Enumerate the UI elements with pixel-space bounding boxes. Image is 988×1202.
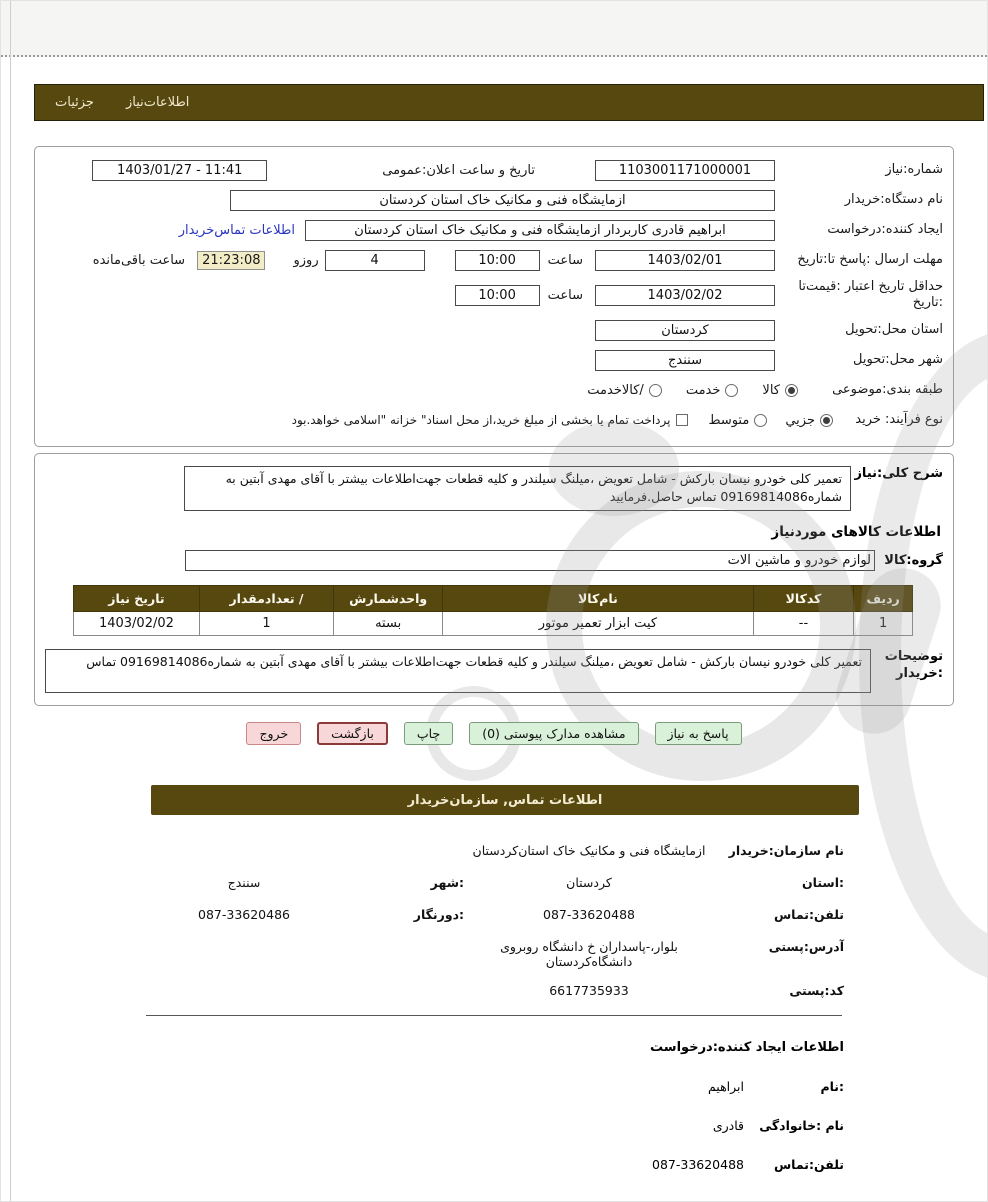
- creator-phone-value: 087-33620488: [652, 1157, 744, 1172]
- option-treasury: [292, 413, 689, 427]
- contact-fax-label: :دورنگار: [413, 907, 464, 922]
- cell-quantity: 1: [199, 612, 333, 636]
- first-name-label: :نام: [820, 1079, 844, 1094]
- subject-classification-label: طبقه بندی:موضوعی: [832, 382, 943, 398]
- hours-remaining-label: ساعت باقی‌مانده: [92, 252, 186, 268]
- goods-radio[interactable]: [785, 384, 798, 397]
- last-name-value: قادری: [712, 1118, 744, 1133]
- service-radio-label: خدمت: [685, 383, 721, 398]
- header-tab-bar: [34, 84, 984, 121]
- days-label: روزو: [293, 252, 319, 268]
- validity-time-input[interactable]: [455, 285, 540, 306]
- cell-item-code: --: [753, 612, 854, 636]
- deadline-time-input[interactable]: [455, 250, 540, 271]
- row-goods-group: [45, 550, 943, 571]
- contact-province-label: :استان: [801, 875, 844, 890]
- creator-info: [1, 1055, 987, 1172]
- buyer-org-label: نام دستگاه:خریدار: [844, 191, 943, 207]
- buyer-contact-section-title: اطلاعات تماس, سازمان‌خریدار: [407, 792, 603, 808]
- validity-hour-label: ساعت: [547, 287, 583, 303]
- answer-need-button[interactable]: پاسخ به نیاز: [655, 722, 742, 745]
- tab-details[interactable]: جزئیات: [55, 95, 94, 110]
- option-minor: [785, 413, 833, 428]
- exit-button[interactable]: خروج: [246, 722, 301, 745]
- last-name-label: نام :خانوادگی: [759, 1118, 844, 1133]
- remaining-days-input[interactable]: [325, 250, 425, 271]
- option-medium: [708, 413, 767, 428]
- action-buttons: [1, 722, 987, 745]
- row-response-deadline: [45, 249, 943, 271]
- row-postal-address: [1, 939, 844, 969]
- goods-table-header-row: [74, 586, 913, 612]
- delivery-province-label: استان محل:تحویل: [845, 322, 943, 338]
- col-header-need-date: تاریخ نیاز: [74, 586, 200, 612]
- creator-phone-label: تلفن:تماس: [773, 1157, 844, 1172]
- service-radio[interactable]: [725, 384, 738, 397]
- row-province-city: [1, 875, 844, 893]
- view-attachments-button[interactable]: مشاهده مدارک پیوستی (0): [469, 722, 638, 745]
- col-header-unit: واحدشمارش: [334, 586, 443, 612]
- col-header-row-number: ردیف: [854, 586, 913, 612]
- row-need-description: [45, 466, 943, 512]
- buyer-contact-link[interactable]: اطلاعات تماس‌خریدار: [178, 222, 295, 238]
- row-delivery-city: [45, 350, 943, 372]
- deadline-date-input[interactable]: [595, 250, 775, 271]
- request-creator-label: ایجاد کننده:درخواست: [827, 221, 943, 237]
- goods-table: [73, 585, 913, 636]
- medium-radio[interactable]: [754, 414, 767, 427]
- minor-radio-label: جزیي: [785, 413, 815, 428]
- delivery-province-input[interactable]: [595, 320, 775, 341]
- goods-service-radio-label: /کالاخدمت: [587, 383, 644, 398]
- contact-phone-value: 087-33620488: [543, 907, 635, 922]
- postal-code-label: کد:پستی: [789, 983, 844, 998]
- need-detail-panel: [34, 453, 954, 707]
- deadline-hour-label: ساعت: [547, 252, 583, 268]
- row-buyer-org: [45, 189, 943, 211]
- option-goods-service: [587, 383, 662, 398]
- option-goods: [762, 383, 798, 398]
- org-name-label: نام سازمان:خریدار: [728, 843, 844, 858]
- option-service: [686, 383, 739, 398]
- process-type-label: نوع فرآیند: خرید: [855, 412, 943, 428]
- delivery-city-label: شهر محل:تحویل: [853, 352, 943, 368]
- row-subject-classification: [45, 380, 943, 402]
- row-phone-fax: [1, 907, 844, 925]
- contact-city-value: سنندج: [227, 875, 261, 890]
- contact-phone-label: تلفن:تماس: [773, 907, 844, 922]
- tab-need-info[interactable]: اطلاعات‌نیاز: [125, 95, 190, 110]
- goods-group-label: گروه:کالا: [884, 553, 943, 568]
- buyer-contact-info: [1, 843, 844, 1001]
- need-description-box: تعمیر کلی خودرو نیسان بارکش - شامل تعویض ،میلنگ سیلندر و کلیه قطعات جهت‌اطلاعات بیشتر با آقای مهدی آبتین به شماره09169814086 تماس حاصل.فرمایید: [184, 466, 851, 512]
- cell-item-name: کیت ابزار تعمیر موتور: [443, 612, 753, 636]
- cell-unit: بسته: [334, 612, 443, 636]
- treasury-checkbox-label: پرداخت تمام یا بخشی از مبلغ خرید،از محل اسناد" خزانه "اسلامی خواهد.بود: [291, 413, 671, 428]
- need-description-label: شرح کلی:نیاز: [854, 465, 943, 481]
- row-price-validity: [45, 279, 943, 312]
- row-postal-code: [1, 983, 844, 1001]
- contact-city-label: :شهر: [430, 875, 464, 890]
- org-name-value: ازمایشگاه فنی و مکانیک خاک استان‌کردستان: [472, 843, 706, 858]
- contact-fax-value: 087-33620486: [198, 907, 290, 922]
- goods-group-input[interactable]: [185, 550, 875, 571]
- response-deadline-label: مهلت ارسال :پاسخ تا:تاریخ: [797, 251, 943, 267]
- countdown-timer: 21:23:08: [197, 251, 265, 270]
- cell-row-number: 1: [854, 612, 913, 636]
- price-validity-label: حداقل تاریخ اعتبار :قیمت‌تا :تاریخ: [798, 279, 943, 311]
- request-creator-input[interactable]: [305, 220, 775, 241]
- window-edge-line: [10, 1, 11, 1201]
- buyer-org-input[interactable]: [230, 190, 775, 211]
- first-name-value: ابراهیم: [707, 1079, 744, 1094]
- need-info-panel: [34, 146, 954, 447]
- medium-radio-label: متوسط: [708, 413, 750, 428]
- print-button[interactable]: چاپ: [404, 722, 453, 745]
- postal-address-label: آدرس:پستی: [768, 939, 844, 954]
- row-first-name: [1, 1055, 844, 1094]
- goods-radio-label: کالا: [762, 383, 780, 398]
- need-number-label: شماره:نیاز: [885, 161, 943, 177]
- row-delivery-province: [45, 320, 943, 342]
- col-header-quantity: / تعدادمقدار: [199, 586, 333, 612]
- row-request-creator: [45, 219, 943, 241]
- row-need-number: [45, 159, 943, 181]
- col-header-item-code: کدکالا: [753, 586, 854, 612]
- goods-table-row: [74, 612, 913, 636]
- announce-datetime-input[interactable]: [92, 160, 267, 181]
- buyer-notes-box: تعمیر کلی خودرو نیسان بارکش - شامل تعویض ،میلنگ سیلندر و کلیه قطعات جهت‌اطلاعات بیشتر با آقای مهدی آبتین به شماره09169814086 تماس: [45, 649, 871, 693]
- buyer-notes-label: توضیحات :خریدار: [884, 649, 943, 681]
- contact-province-value: کردستان: [566, 875, 612, 890]
- treasury-checkbox[interactable]: [676, 414, 688, 426]
- buyer-contact-section-header: [151, 785, 859, 815]
- col-header-item-name: نام‌کالا: [443, 586, 753, 612]
- delivery-city-input[interactable]: [595, 350, 775, 371]
- goods-info-heading: اطلاعات کالاهای موردنیاز: [771, 524, 941, 540]
- row-process-type: [45, 410, 943, 432]
- announce-datetime-label: تاریخ و ساعت اعلان:عمومی: [382, 162, 535, 178]
- row-buyer-notes: [45, 649, 943, 693]
- row-creator-phone: [1, 1133, 844, 1172]
- postal-address-value: بلوار،-پاسداران خ دانشگاه روبروی دانشگاه‌کردستان: [500, 939, 678, 969]
- validity-date-input[interactable]: [595, 285, 775, 306]
- back-button[interactable]: بازگشت: [317, 722, 388, 745]
- need-number-input[interactable]: [595, 160, 775, 181]
- minor-radio[interactable]: [820, 414, 833, 427]
- section-divider: [146, 1015, 842, 1016]
- row-org-name: [1, 843, 844, 861]
- row-last-name: [1, 1094, 844, 1133]
- creator-section-heading: اطلاعات ایجاد کننده:درخواست: [650, 1040, 844, 1055]
- top-strip: [1, 1, 987, 57]
- goods-service-radio[interactable]: [649, 384, 662, 397]
- cell-need-date: 1403/02/02: [74, 612, 200, 636]
- postal-code-value: 6617735933: [549, 983, 629, 998]
